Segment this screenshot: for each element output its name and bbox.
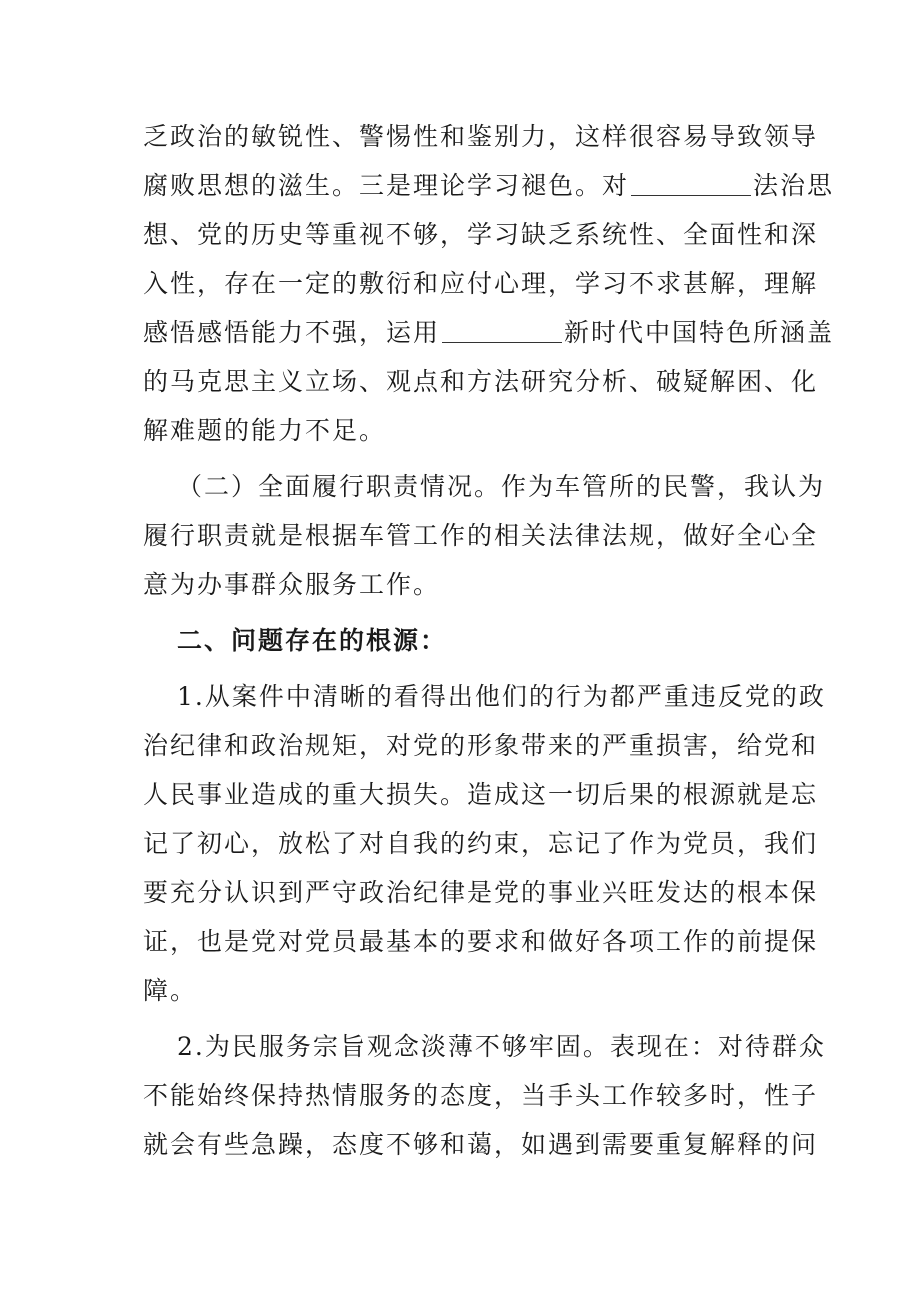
text-segment: 法治思 <box>753 171 835 200</box>
text-segment: 腐败思想的滋生。三是理论学习褪色。对 <box>143 171 630 200</box>
text-line <box>143 308 835 357</box>
text-line: 1.从案件中清晰的看得出他们的行为都严重违反党的政 <box>177 682 826 711</box>
fill-blank <box>631 173 751 196</box>
text-line: 乏政治的敏锐性、警惕性和鉴别力，这样很容易导致领导 <box>143 122 819 151</box>
text-line: （二）全面履行职责情况。作为车管所的民警，我认为 <box>177 472 826 501</box>
text-line: 要充分认识到严守政治纪律是党的事业兴旺发达的根本保 <box>143 878 819 907</box>
text-segment: 新时代中国特色所涵盖 <box>564 318 835 347</box>
document-body <box>143 112 835 1169</box>
text-line: 2.为民服务宗旨观念淡薄不够牢固。表现在：对待群众 <box>177 1032 826 1061</box>
text-line: 不能始终保持热情服务的态度，当手头工作较多时，性子 <box>143 1081 819 1110</box>
text-line: 的马克思主义立场、观点和方法研究分析、破疑解困、化 <box>143 367 819 396</box>
text-line: 障。 <box>143 976 198 1005</box>
section-heading: 二、问题存在的根源： <box>177 626 448 655</box>
text-line: 人民事业造成的重大损失。造成这一切后果的根源就是忘 <box>143 780 819 809</box>
text-line: 入性，存在一定的敷衍和应付心理，学习不求甚解，理解 <box>143 269 819 298</box>
text-line <box>143 161 835 210</box>
text-line: 解难题的能力不足。 <box>143 416 387 445</box>
text-line: 记了初心，放松了对自我的约束，忘记了作为党员，我们 <box>143 829 819 858</box>
text-line: 证，也是党对党员最基本的要求和做好各项工作的前提保 <box>143 927 819 956</box>
text-line: 想、党的历史等重视不够，学习缺乏系统性、全面性和深 <box>143 220 819 249</box>
text-segment: 感悟感悟能力不强，运用 <box>143 318 441 347</box>
text-line: 意为办事群众服务工作。 <box>143 570 441 599</box>
fill-blank <box>442 320 562 343</box>
text-line: 治纪律和政治规矩，对党的形象带来的严重损害，给党和 <box>143 731 819 760</box>
text-line: 履行职责就是根据车管工作的相关法律法规，做好全心全 <box>143 521 819 550</box>
text-line: 就会有些急躁，态度不够和蔼，如遇到需要重复解释的问 <box>143 1130 819 1159</box>
